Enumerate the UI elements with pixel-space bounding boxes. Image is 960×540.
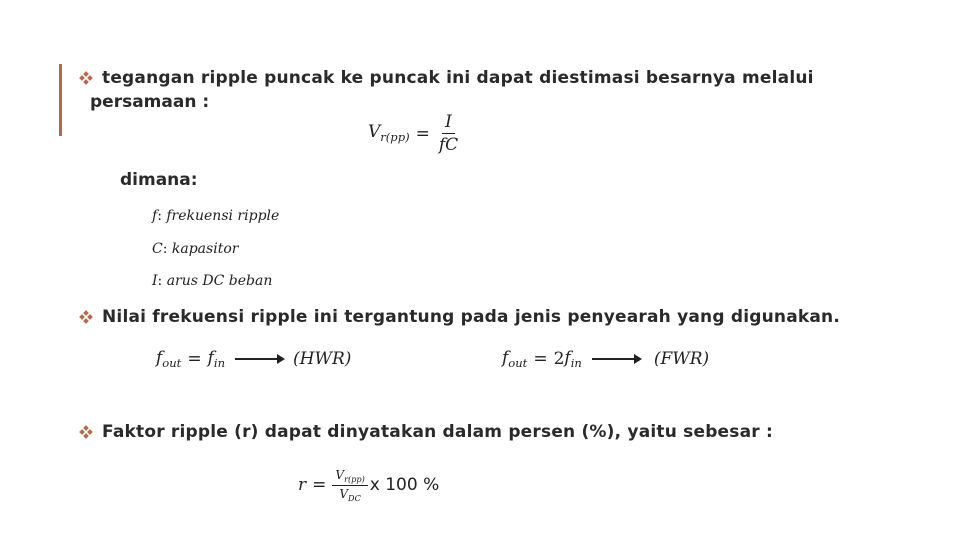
hwr-equation: $f_{out}$ = $f_{in}$ (HWR) — [156, 348, 352, 371]
fwr-label: (FWR) — [653, 349, 710, 370]
bullet-item-1 — [80, 67, 814, 89]
definition-f: f: frekuensi ripple — [152, 208, 280, 224]
fwr-equation: $f_{out}$ = 2 $f_{in}$ (FWR) — [502, 348, 710, 371]
equals-sign: = — [415, 123, 430, 144]
bullet-text-2: Nilai frekuensi ripple ini tergantung pada jenis penyearah yang digunakan. — [102, 307, 841, 327]
fraction-denominator: fC — [438, 135, 459, 155]
formula-fraction: $\frac{V_{r(pp)}}{V_{DC}}$ — [332, 468, 367, 503]
formula-lhs: $V_{r(pp)}$ — [368, 122, 410, 145]
diamond-cluster-bullet-icon — [80, 72, 92, 84]
bullet-item-3 — [80, 421, 773, 443]
dimana-label: dimana: — [120, 170, 198, 190]
diamond-cluster-bullet-icon — [80, 426, 92, 438]
bullet-item-2 — [80, 306, 840, 328]
formula-lhs: r — [298, 475, 307, 496]
ripple-voltage-formula — [368, 112, 461, 155]
diamond-cluster-bullet-icon — [80, 311, 92, 323]
definition-c: C: kapasitor — [152, 241, 239, 257]
ripple-factor-formula: r = $\frac{V_{r(pp)}}{V_{DC}}$ x 100 % — [298, 468, 440, 503]
bullet-text-3: Faktor ripple (r) dapat dinyatakan dalam persen (%), yaitu sebesar : — [102, 422, 773, 442]
fraction-numerator: I — [442, 112, 455, 134]
bullet-text-1: tegangan ripple puncak ke puncak ini dapat diestimasi besarnya melalui — [102, 68, 814, 88]
formula-fraction — [436, 112, 461, 155]
bullet-text-1-continued: persamaan : — [90, 92, 210, 112]
definition-i: I: arus DC beban — [152, 273, 273, 289]
hwr-label: (HWR) — [293, 349, 352, 370]
percent-suffix: x 100 % — [369, 475, 440, 496]
arrow-right-icon — [592, 358, 640, 360]
accent-bar — [59, 64, 62, 136]
arrow-right-icon — [235, 358, 283, 360]
